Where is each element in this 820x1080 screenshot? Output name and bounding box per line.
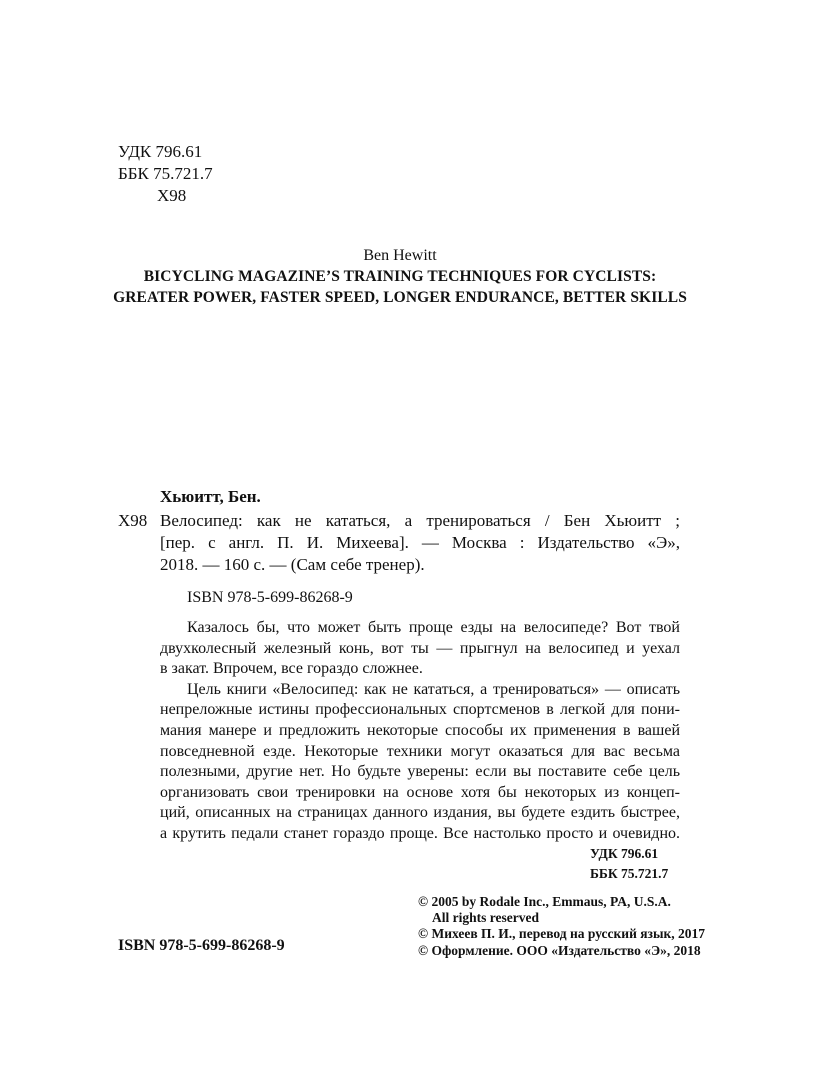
udk-code: УДК 796.61 (118, 142, 203, 161)
record-line-1: Велосипед: как не кататься, а тренироваться / Бен Хьюитт ; (160, 511, 680, 530)
copyright-translation: © Михеев П. И., перевод на русский язык, 2017 (418, 926, 706, 941)
record-heading: Хьюитт, Бен. (160, 487, 261, 506)
annotation-line-7: повседневной езде. Некоторые техники могут оказаться для вас весьма (160, 743, 680, 760)
footer-isbn: ISBN 978-5-699-86268-9 (118, 937, 285, 954)
copyright-rodale: © 2005 by Rodale Inc., Emmaus, PA, U.S.A. (418, 894, 671, 909)
annotation-line-1: Казалось бы, что может быть проще езды на велосипеде? Вот твой (187, 619, 680, 636)
original-title-line1: BICYCLING MAGAZINE’S TRAINING TECHNIQUES FOR CYCLISTS: (143, 268, 657, 285)
record-line-2: [пер. с англ. П. И. Михеева]. — Москва : Издательство «Э», (160, 533, 680, 552)
annotation-line-11: а крутить педали станет гораздо проще. Все настолько просто и очевидно. (160, 825, 680, 842)
record-code: Х98 (118, 511, 148, 530)
original-title-line2: GREATER POWER, FASTER SPEED, LONGER ENDURANCE, BETTER SKILLS (113, 289, 687, 306)
annotation-line-10: ций, описанных на страницах данного издания, вы будете ездить быстрее, (160, 804, 680, 821)
author-mark: Х98 (157, 186, 187, 205)
annotation-line-9: организовать свои тренировки на основе хотя бы некоторых из концеп- (160, 784, 680, 801)
original-author: Ben Hewitt (363, 247, 437, 264)
copyright-design: © Оформление. ООО «Издательство «Э», 2018 (418, 943, 701, 958)
annotation-line-6: мания манере и предложить некоторые способы их применения в вашей (160, 722, 680, 739)
bbk-code: ББК 75.721.7 (118, 164, 213, 183)
annotation-bbk: ББК 75.721.7 (590, 866, 669, 881)
annotation-line-2: двухколесный железный конь, вот ты — прыгнул на велосипед и уехал (160, 640, 680, 657)
rights-reserved: All rights reserved (432, 910, 539, 925)
annotation-line-8: полезными, другие нет. Но будьте уверены: если вы поставите себе цель (160, 763, 680, 780)
annotation-udk: УДК 796.61 (590, 846, 659, 861)
record-isbn: ISBN 978-5-699-86268-9 (187, 589, 353, 606)
record-line-3: 2018. — 160 с. — (Сам себе тренер). (160, 555, 425, 574)
annotation-line-4: Цель книги «Велосипед: как не кататься, а тренироваться» — описать (187, 681, 680, 698)
annotation-line-5: непреложные истины профессиональных спортсменов в легкой для пони- (160, 701, 680, 718)
annotation-line-3: в закат. Впрочем, все гораздо сложнее. (160, 660, 423, 677)
